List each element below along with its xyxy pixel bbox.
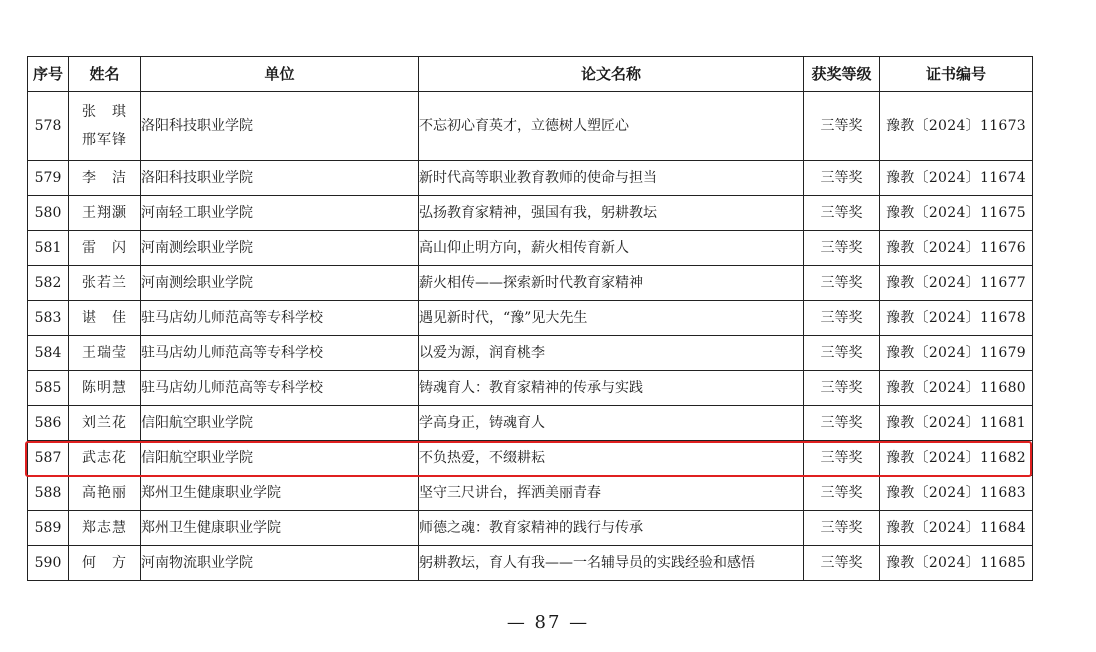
table-row [28, 371, 1033, 406]
table-row [28, 266, 1033, 301]
row-no: 590 [28, 546, 69, 581]
row-cert: 豫教〔2024〕11674 [880, 161, 1033, 196]
row-unit: 信阳航空职业学院 [141, 406, 419, 441]
row-name: 王瑞莹 [69, 336, 141, 371]
row-name: 谌 佳 [69, 301, 141, 336]
header-cert: 证书编号 [880, 57, 1033, 92]
table-row [28, 161, 1033, 196]
table-row [28, 336, 1033, 371]
row-unit: 河南轻工职业学院 [141, 196, 419, 231]
row-cert: 豫教〔2024〕11679 [880, 336, 1033, 371]
table-header-row [28, 57, 1033, 92]
row-no: 580 [28, 196, 69, 231]
row-name: 郑志慧 [69, 511, 141, 546]
row-name: 王翔灏 [69, 196, 141, 231]
row-no: 589 [28, 511, 69, 546]
row-level: 三等奖 [804, 231, 880, 266]
row-cert: 豫教〔2024〕11681 [880, 406, 1033, 441]
row-title: 学高身正，铸魂育人 [419, 406, 804, 441]
row-title: 不负热爱，不缀耕耘 [419, 441, 804, 476]
row-no: 588 [28, 476, 69, 511]
row-title: 新时代高等职业教育教师的使命与担当 [419, 161, 804, 196]
row-name: 李 洁 [69, 161, 141, 196]
row-name-1: 张 琪 [82, 104, 127, 120]
row-cert: 豫教〔2024〕11676 [880, 231, 1033, 266]
table-row [28, 231, 1033, 266]
award-list-sheet [27, 56, 1032, 581]
row-title: 不忘初心育英才，立德树人塑匠心 [419, 92, 804, 161]
header-level: 获奖等级 [804, 57, 880, 92]
table-row [28, 301, 1033, 336]
row-name [69, 92, 141, 161]
row-title: 铸魂育人：教育家精神的传承与实践 [419, 371, 804, 406]
row-unit: 洛阳科技职业学院 [141, 92, 419, 161]
row-level: 三等奖 [804, 441, 880, 476]
row-name: 张若兰 [69, 266, 141, 301]
row-cert: 豫教〔2024〕11675 [880, 196, 1033, 231]
row-name: 雷 闪 [69, 231, 141, 266]
header-name: 姓名 [69, 57, 141, 92]
row-title: 高山仰止明方向，薪火相传育新人 [419, 231, 804, 266]
header-unit: 单位 [141, 57, 419, 92]
row-unit: 驻马店幼儿师范高等专科学校 [141, 301, 419, 336]
row-no: 579 [28, 161, 69, 196]
table-row [28, 476, 1033, 511]
row-name: 何 方 [69, 546, 141, 581]
row-name-2: 邢军锋 [82, 132, 127, 148]
row-unit: 信阳航空职业学院 [141, 441, 419, 476]
row-unit: 驻马店幼儿师范高等专科学校 [141, 371, 419, 406]
page-number: — 87 — [506, 612, 590, 633]
row-no: 578 [28, 92, 69, 161]
row-unit: 驻马店幼儿师范高等专科学校 [141, 336, 419, 371]
award-table [27, 56, 1033, 581]
row-cert: 豫教〔2024〕11678 [880, 301, 1033, 336]
row-cert: 豫教〔2024〕11683 [880, 476, 1033, 511]
row-cert: 豫教〔2024〕11680 [880, 371, 1033, 406]
table-row [28, 406, 1033, 441]
row-unit: 河南测绘职业学院 [141, 231, 419, 266]
row-no: 584 [28, 336, 69, 371]
row-level: 三等奖 [804, 511, 880, 546]
row-level: 三等奖 [804, 161, 880, 196]
header-title: 论文名称 [419, 57, 804, 92]
row-name: 陈明慧 [69, 371, 141, 406]
row-title: 师德之魂：教育家精神的践行与传承 [419, 511, 804, 546]
row-level: 三等奖 [804, 406, 880, 441]
table-row [28, 546, 1033, 581]
row-unit: 河南物流职业学院 [141, 546, 419, 581]
table-row-highlighted [28, 441, 1033, 476]
row-cert: 豫教〔2024〕11673 [880, 92, 1033, 161]
row-no: 582 [28, 266, 69, 301]
row-level: 三等奖 [804, 336, 880, 371]
row-cert: 豫教〔2024〕11682 [880, 441, 1033, 476]
table-row [28, 196, 1033, 231]
row-no: 586 [28, 406, 69, 441]
row-no: 587 [28, 441, 69, 476]
row-level: 三等奖 [804, 266, 880, 301]
row-title: 以爱为源，润育桃李 [419, 336, 804, 371]
row-level: 三等奖 [804, 196, 880, 231]
table-row [28, 92, 1033, 161]
row-unit: 郑州卫生健康职业学院 [141, 476, 419, 511]
row-level: 三等奖 [804, 301, 880, 336]
row-title: 坚守三尺讲台，挥洒美丽青春 [419, 476, 804, 511]
row-name: 高艳丽 [69, 476, 141, 511]
row-cert: 豫教〔2024〕11685 [880, 546, 1033, 581]
row-cert: 豫教〔2024〕11677 [880, 266, 1033, 301]
row-level: 三等奖 [804, 546, 880, 581]
header-no: 序号 [28, 57, 69, 92]
row-name: 武志花 [69, 441, 141, 476]
row-no: 585 [28, 371, 69, 406]
row-unit: 洛阳科技职业学院 [141, 161, 419, 196]
row-cert: 豫教〔2024〕11684 [880, 511, 1033, 546]
row-name: 刘兰花 [69, 406, 141, 441]
row-level: 三等奖 [804, 92, 880, 161]
row-title: 躬耕教坛，育人有我——一名辅导员的实践经验和感悟 [419, 546, 804, 581]
row-no: 581 [28, 231, 69, 266]
row-title: 弘扬教育家精神，强国有我，躬耕教坛 [419, 196, 804, 231]
row-unit: 郑州卫生健康职业学院 [141, 511, 419, 546]
table-row [28, 511, 1033, 546]
row-unit: 河南测绘职业学院 [141, 266, 419, 301]
row-title: 薪火相传——探索新时代教育家精神 [419, 266, 804, 301]
row-no: 583 [28, 301, 69, 336]
row-level: 三等奖 [804, 476, 880, 511]
row-level: 三等奖 [804, 371, 880, 406]
row-title: 遇见新时代，“豫”见大先生 [419, 301, 804, 336]
